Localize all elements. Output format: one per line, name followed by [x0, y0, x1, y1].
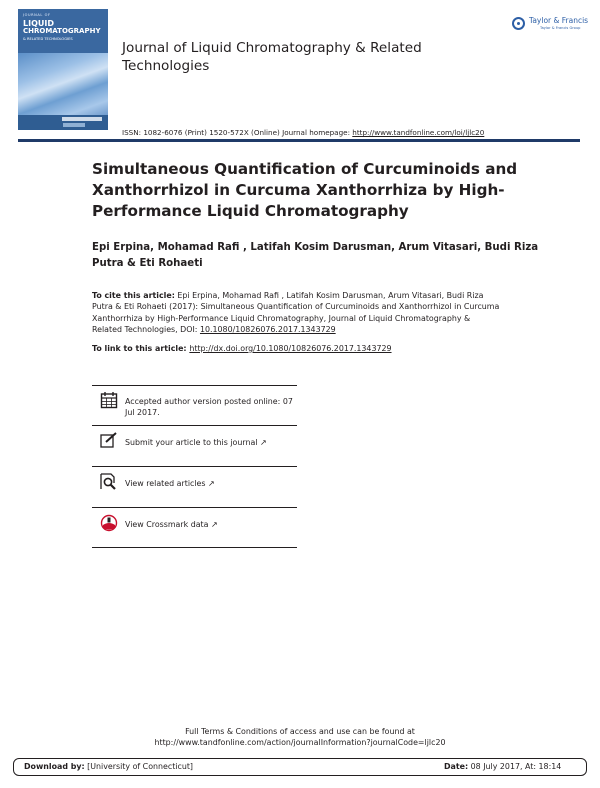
publisher-logo: [512, 16, 589, 36]
cover-title-line2: CHROMATOGRAPHY: [23, 27, 101, 35]
download-date: [444, 762, 561, 771]
submit-article-link[interactable]: Submit your article to this journal: [125, 438, 258, 447]
journal-cover-image: [18, 9, 108, 130]
related-articles-link[interactable]: View related articles: [125, 479, 206, 488]
access-terms-footer: [0, 726, 600, 748]
related-articles-row[interactable]: [125, 478, 215, 489]
article-title: Simultaneous Quantification of Curcuminoids and Xanthorrhizol in Curcuma Xanthorrhiza by High-Performance Liquid Chromatography: [92, 160, 518, 220]
divider: [92, 466, 297, 467]
calendar-icon: [100, 391, 118, 409]
cover-publisher-mark: [63, 123, 85, 127]
divider: [92, 547, 297, 548]
external-link-icon: ↗: [208, 479, 215, 488]
download-info-box: [13, 758, 587, 776]
download-date-value: 08 July 2017, At: 18:14: [468, 762, 562, 771]
submit-article-row[interactable]: [125, 437, 267, 448]
citation-text: Epi Erpina, Mohamad Rafi , Latifah Kosim Darusman, Arum Vitasari, Budi Riza Putra & Eti Rohaeti (2017): Simultaneous Quantification of Curcuminoids and Xanthorrhizol in Curcuma Xanthorrhiza by High-Performance Liquid Chromatography, Journal of Liquid Chromatography & Related Technologies, DOI:: [92, 291, 500, 334]
divider: [92, 507, 297, 508]
download-by-label: Download by:: [24, 762, 85, 771]
divider: [92, 425, 297, 426]
journal-title: Journal of Liquid Chromatography & Related Technologies: [122, 40, 422, 74]
issn-line: [122, 128, 484, 137]
terms-line: Full Terms & Conditions of access and use can be found at: [185, 727, 415, 736]
crossmark-icon: [100, 514, 118, 532]
download-by-value: [University of Connecticut]: [84, 762, 194, 771]
issn-text: ISSN: 1082-6076 (Print) 1520-572X (Online) Journal homepage:: [122, 128, 353, 137]
divider: [92, 385, 297, 386]
doi-link[interactable]: 10.1080/10826076.2017.1343729: [199, 324, 336, 334]
search-document-icon: [100, 473, 118, 491]
journal-homepage-link[interactable]: http://www.tandfonline.com/loi/ljlc20: [352, 128, 485, 137]
citation-block: [92, 290, 502, 335]
publisher-name: Taylor & Francis: [529, 16, 589, 25]
terms-url[interactable]: http://www.tandfonline.com/action/journalInformation?journalCode=ljlc20: [154, 738, 446, 747]
publisher-logo-icon: [512, 17, 525, 30]
accepted-date-text: Accepted author version posted online: 07 Jul 2017.: [125, 397, 293, 417]
link-label: To link to this article:: [92, 344, 190, 353]
cover-artwork: [18, 53, 108, 123]
article-link-line: [92, 344, 392, 353]
header-rule: [18, 139, 580, 142]
article-url-link[interactable]: http://dx.doi.org/10.1080/10826076.2017.1343729: [189, 344, 392, 353]
crossmark-row[interactable]: [125, 519, 218, 530]
external-link-icon: ↗: [211, 520, 218, 529]
download-date-label: Date:: [444, 762, 469, 771]
publisher-subname: Taylor & Francis Group: [540, 26, 581, 30]
cover-label: JOURNAL OF: [23, 13, 51, 17]
authors: Epi Erpina, Mohamad Rafi , Latifah Kosim Darusman, Arum Vitasari, Budi Riza Putra & Eti Rohaeti: [92, 242, 539, 269]
cover-title-line3: & RELATED TECHNOLOGIES: [23, 37, 73, 41]
pencil-edit-icon: [100, 432, 118, 448]
citation-label: To cite this article:: [92, 291, 175, 300]
download-by: [24, 762, 193, 771]
external-link-icon: ↗: [260, 438, 267, 447]
cover-title-line1: LIQUID: [23, 19, 54, 28]
cover-editor-strip: [62, 117, 102, 121]
crossmark-link[interactable]: View Crossmark data: [125, 520, 209, 529]
